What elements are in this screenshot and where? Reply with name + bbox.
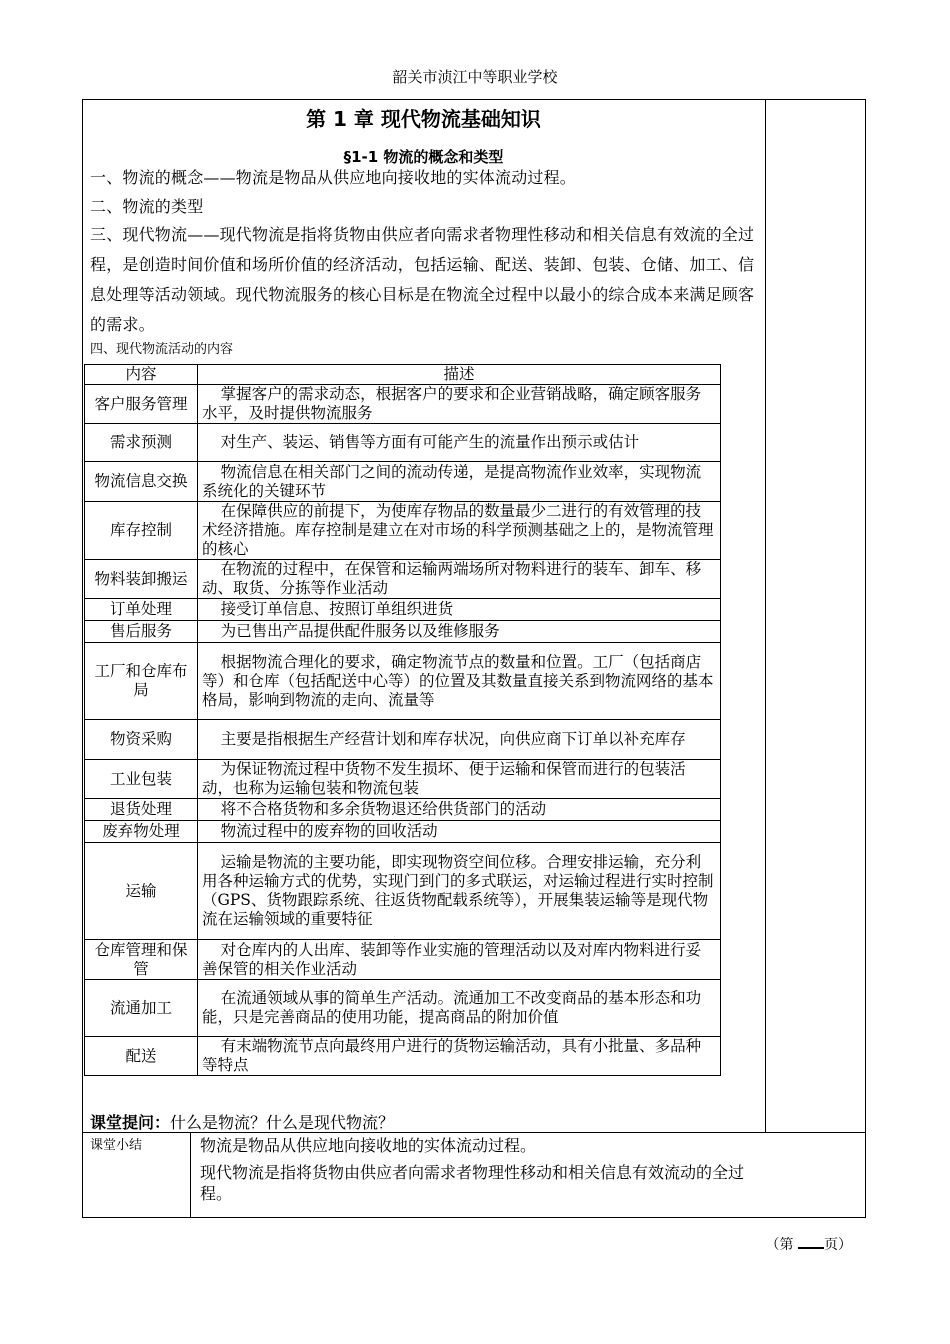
class-question [90,1110,394,1133]
table-row [85,599,721,621]
header-content: 内容 [85,365,198,385]
header-description: 描述 [198,365,721,385]
row-name: 客户服务管理 [85,385,198,424]
row-name: 工厂和仓库布局 [85,643,198,720]
section-title: §1-1 物流的概念和类型 [343,148,504,166]
activities-table [84,364,721,1076]
row-description: 在流通领域从事的简单生产活动。流通加工不改变商品的基本形态和功能，只是完善商品的使用功能，提高商品的附加价值 [198,980,721,1037]
row-description: 在物流的过程中，在保管和运输两端场所对物料进行的装车、卸车、移动、取货、分拣等作业活动 [198,560,721,599]
table-row [85,462,721,502]
page-suffix: 页） [824,1237,852,1253]
table-header-row [85,365,721,385]
table-row [85,1037,721,1076]
table-row [85,560,721,599]
activities-heading: 四、现代物流活动的内容 [90,342,234,357]
table-row [85,821,721,843]
row-description: 为已售出产品提供配件服务以及维修服务 [198,621,721,643]
page-prefix: （第 [765,1237,794,1253]
row-description: 运输是物流的主要功能，即实现物资空间位移。合理安排运输，充分利用各种运输方式的优势，实现门到门的多式联运，对运输过程进行实时控制（GPS、货物跟踪系统、往返货物配载系统等），开展集装运输等是现代物流在运输领域的重要特征 [198,843,721,940]
table-row [85,799,721,821]
table-row [85,424,721,462]
table-row [85,502,721,560]
table-row [85,940,721,980]
row-name: 运输 [85,843,198,940]
row-description: 根据物流合理化的要求，确定物流节点的数量和位置。工厂（包括商店等）和仓库（包括配送中心等）的位置及其数量直接关系到物流网络的基本格局，影响到物流的走向、流量等 [198,643,721,720]
row-name: 配送 [85,1037,198,1076]
row-description: 物流信息在相关部门之间的流动传递，是提高物流作业效率，实现物流系统化的关键环节 [198,462,721,502]
row-description: 将不合格货物和多余货物退还给供货部门的活动 [198,799,721,821]
concept-paragraph: 一、物流的概念——物流是物品从供应地向接收地的实体流动过程。 [90,168,577,187]
table-row [85,621,721,643]
question-text: 什么是物流？什么是现代物流？ [170,1113,395,1132]
table-row [85,843,721,940]
row-name: 退货处理 [85,799,198,821]
types-paragraph: 二、物流的类型 [90,197,204,216]
school-name: 韶关市浈江中等职业学校 [392,68,558,86]
row-description: 掌握客户的需求动态，根据客户的要求和企业营销战略，确定顾客服务水平，及时提供物流服务 [198,385,721,424]
row-description: 对生产、装运、销售等方面有可能产生的流量作出预示或估计 [198,424,721,462]
row-description: 接受订单信息、按照订单组织进货 [198,599,721,621]
summary-line-2: 现代物流是指将货物由供应者向需求者物理性移动和相关信息有效流动的全过程。 [200,1163,745,1203]
table-row [85,980,721,1037]
row-description: 主要是指根据生产经营计划和库存状况，向供应商下订单以补充库存 [198,720,721,760]
row-description: 为保证物流过程中货物不发生损坏、便于运输和保管而进行的包装活动，也称为运输包装和物流包装 [198,760,721,799]
page-number [766,1234,852,1254]
row-name: 售后服务 [85,621,198,643]
row-description: 在保障供应的前提下，为使库存物品的数量最少二进行的有效管理的技术经济措施。库存控制是建立在对市场的科学预测基础之上的，是物流管理的核心 [198,502,721,560]
table-row [85,720,721,760]
row-name: 物料装卸搬运 [85,560,198,599]
row-name: 仓库管理和保管 [85,940,198,980]
table-row [85,643,721,720]
summary-label-divider [190,1132,191,1217]
row-description: 物流过程中的废弃物的回收活动 [198,821,721,843]
row-name: 物流信息交换 [85,462,198,502]
summary-label: 课堂小结 [90,1138,143,1153]
row-name: 需求预测 [85,424,198,462]
row-name: 库存控制 [85,502,198,560]
summary-line-1: 物流是物品从供应地向接收地的实体流动过程。 [200,1136,537,1155]
notes-column-divider [765,99,766,1132]
row-name: 订单处理 [85,599,198,621]
row-name: 废弃物处理 [85,821,198,843]
chapter-title: 第 1 章 现代物流基础知识 [306,107,541,131]
row-description: 有末端物流节点向最终用户进行的货物运输活动，具有小批量、多品种等特点 [198,1037,721,1076]
row-description: 对仓库内的人出库、装卸等作业实施的管理活动以及对库内物料进行妥善保管的相关作业活动 [198,940,721,980]
table-row [85,760,721,799]
row-name: 工业包装 [85,760,198,799]
row-name: 物资采购 [85,720,198,760]
row-name: 流通加工 [85,980,198,1037]
modern-logistics-paragraph: 三、现代物流——现代物流是指将货物由供应者向需求者物理性移动和相关信息有效流的全过程，是创造时间价值和场所价值的经济活动，包括运输、配送、装卸、包装、仓储、加工、信息处理等活动领域。现代物流服务的核心目标是在物流全过程中以最小的综合成本来满足顾客的需求。 [90,225,755,334]
page-number-blank [798,1234,824,1249]
question-label: 课堂提问： [90,1113,171,1132]
table-row [85,385,721,424]
